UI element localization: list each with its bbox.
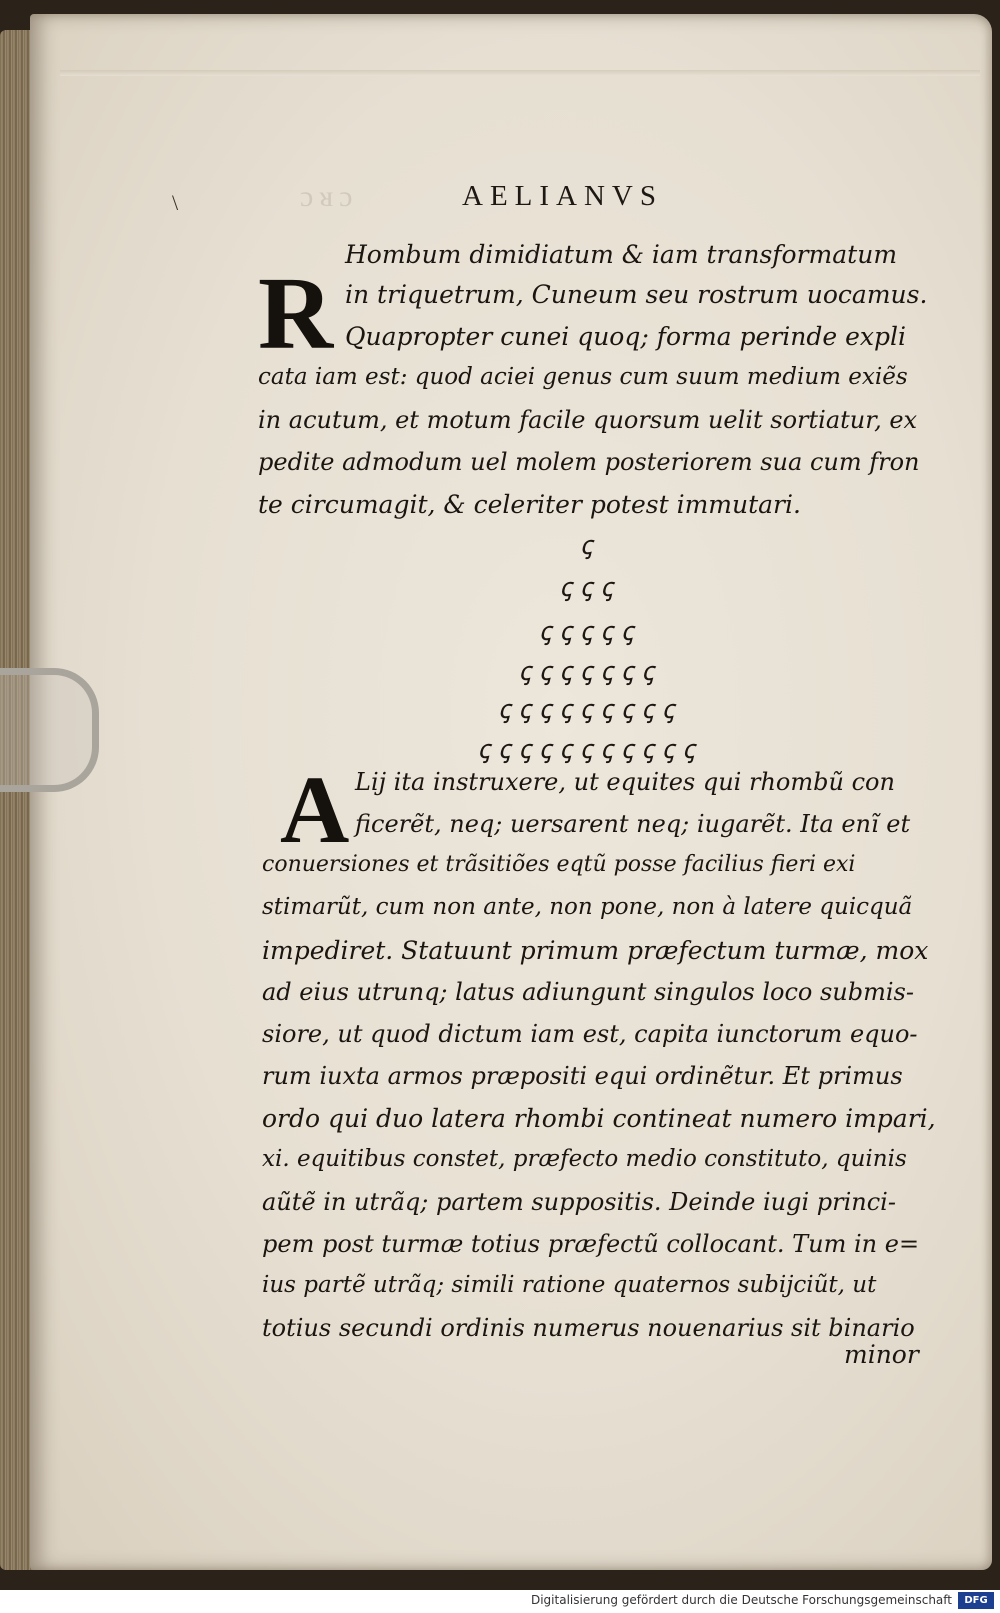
- wedge-row: ꞔꞔꞔꞔꞔꞔꞔ: [518, 657, 662, 687]
- running-head: AELIANVS: [462, 180, 663, 212]
- text-line: ficerẽt, neq; uersarent neq; iugarẽt. Ita enĩ et: [355, 810, 911, 838]
- page-fold: [60, 70, 980, 76]
- text-line: siore, ut quod dictum iam est, capita iunctorum equo-: [262, 1020, 918, 1048]
- footer-bar: [0, 1590, 1000, 1613]
- page-marker: \: [172, 190, 179, 215]
- wedge-row: ꞔꞔꞔꞔꞔꞔꞔꞔꞔ: [497, 695, 683, 725]
- wedge-row: ꞔꞔꞔꞔꞔꞔꞔꞔꞔꞔꞔ: [477, 735, 703, 765]
- text-line: ordo qui duo latera rhombi contineat numero impari,: [262, 1104, 936, 1133]
- wedge-row: ꞔꞔꞔꞔꞔ: [538, 617, 642, 647]
- text-line: pedite admodum uel molem posteriorem sua cum fron: [258, 448, 920, 476]
- drop-cap-r: R: [258, 256, 334, 371]
- text-line: te circumagit, & celeriter potest immutari.: [258, 490, 801, 519]
- page-clip-tab: [0, 668, 99, 792]
- text-line: impediret. Statuunt primum præfectum turmæ, mox: [262, 936, 929, 965]
- dfg-logo: DFG: [958, 1592, 994, 1609]
- text-line: pem post turmæ totius præfectũ collocant. Tum in e=: [262, 1230, 920, 1258]
- text-line: Lij ita instruxere, ut equites qui rhombũ con: [355, 768, 895, 796]
- catchword: minor: [844, 1340, 919, 1369]
- text-line: totius secundi ordinis numerus nouenarius sit binario: [262, 1314, 915, 1342]
- wedge-row: ꞔꞔꞔ: [559, 573, 621, 603]
- text-line: Quapropter cunei quoq; forma perinde expli: [345, 322, 907, 351]
- footer-credit: Digitalisierung gefördert durch die Deutsche Forschungsgemeinschaft: [530, 1593, 952, 1607]
- wedge-row: ꞔ: [579, 531, 601, 561]
- text-line: cata iam est: quod aciei genus cum suum medium exiẽs: [258, 364, 908, 390]
- bleed-through-text: ɔᴚɔ: [300, 180, 359, 213]
- text-line: Hombum dimidiatum & iam transformatum: [345, 240, 898, 269]
- text-line: in acutum, et motum facile quorsum uelit sortiatur, ex: [258, 406, 918, 434]
- text-line: aũtẽ in utrãq; partem suppositis. Deinde iugi princi-: [262, 1188, 896, 1216]
- drop-cap-a: A: [280, 756, 350, 863]
- text-line: ad eius utrunq; latus adiungunt singulos loco submis-: [262, 978, 914, 1006]
- text-line: ius partẽ utrãq; simili ratione quaternos subijciũt, ut: [262, 1272, 877, 1298]
- text-line: xi. equitibus constet, præfecto medio constituto, quinis: [262, 1146, 907, 1172]
- text-line: rum iuxta armos præpositi equi ordinẽtur. Et primus: [262, 1062, 903, 1090]
- text-line: conuersiones et trãsitiões eqtũ posse facilius fieri exi: [262, 852, 856, 877]
- text-line: in triquetrum, Cuneum seu rostrum uocamus.: [345, 280, 928, 309]
- text-line: stimarũt, cum non ante, non pone, non à latere quicquã: [262, 894, 913, 920]
